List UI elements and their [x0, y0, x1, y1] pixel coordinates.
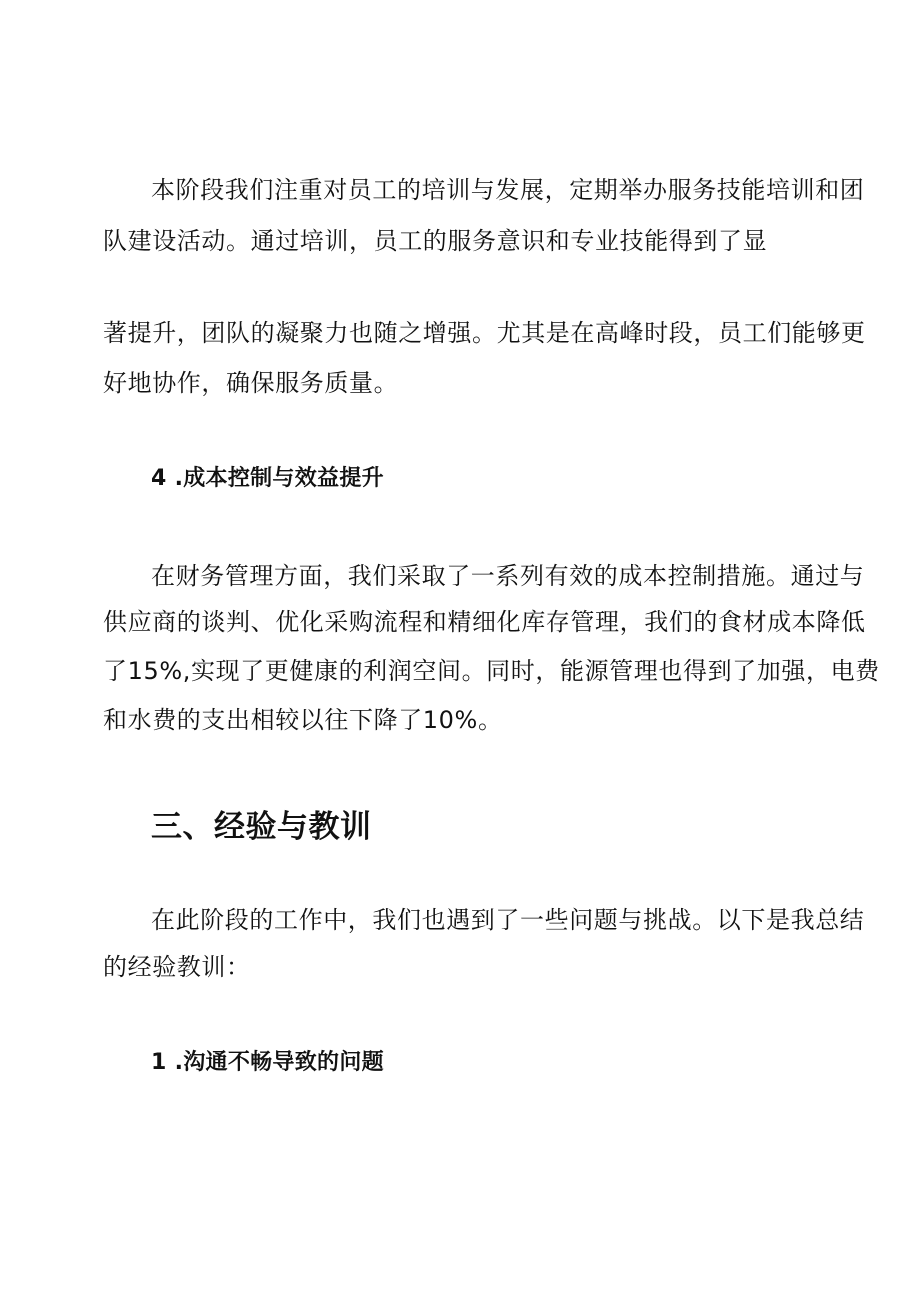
cost-paragraph-line-2: 供应商的谈判、优化采购流程和精细化库存管理，我们的食材成本降低	[103, 608, 866, 636]
training-paragraph-line-3: 著提升，团队的凝聚力也随之增强。尤其是在高峰时段，员工们能够更	[103, 319, 866, 347]
section-three-heading: 三、经验与教训	[151, 809, 372, 845]
cost-control-heading: 4 .成本控制与效益提升	[151, 466, 384, 491]
intro-paragraph-line-1: 在此阶段的工作中，我们也遇到了一些问题与挑战。以下是我总结	[151, 906, 865, 934]
communication-heading: 1 .沟通不畅导致的问题	[151, 1050, 384, 1075]
training-paragraph-line-4: 好地协作，确保服务质量。	[103, 369, 399, 397]
cost-paragraph-line-3: 了15%,实现了更健康的利润空间。同时，能源管理也得到了加强，电费	[103, 657, 880, 685]
intro-paragraph-line-2: 的经验教训：	[103, 953, 251, 981]
training-paragraph-line-2: 队建设活动。通过培训，员工的服务意识和专业技能得到了显	[103, 227, 768, 255]
training-paragraph-line-1: 本阶段我们注重对员工的培训与发展，定期举办服务技能培训和团	[151, 176, 865, 204]
cost-paragraph-line-4: 和水费的支出相较以往下降了10%。	[103, 706, 503, 734]
cost-paragraph-line-1: 在财务管理方面，我们采取了一系列有效的成本控制措施。通过与	[151, 562, 865, 590]
